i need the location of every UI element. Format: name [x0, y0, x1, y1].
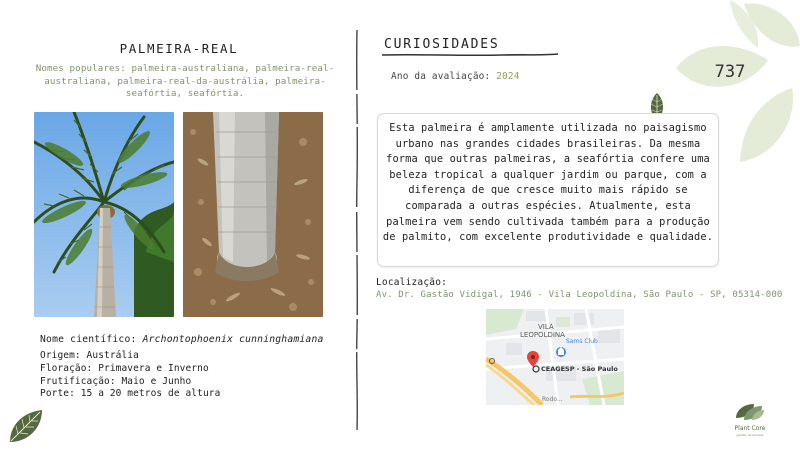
palm-trunk-photo — [183, 112, 323, 317]
map-poi-store: Sams Club — [566, 338, 598, 345]
decorative-leaf-bottom-left — [6, 406, 46, 446]
fact-flowering: Floração: Primavera e Inverno — [40, 362, 209, 374]
logo-tagline: gestão de plantas — [736, 433, 764, 437]
evaluation-year-label: Ano da avaliação: — [391, 71, 497, 82]
plant-core-logo — [722, 402, 778, 442]
map-canvas — [486, 309, 624, 405]
scientific-name-label: Nome científico: — [40, 334, 143, 345]
map-district-line2: LEOPOLDINA — [520, 331, 565, 339]
plant-facts — [40, 350, 220, 401]
location-address: Av. Dr. Gastão Vidigal, 1946 - Vila Leopoldina, São Paulo - SP, 05314-000 — [376, 290, 783, 300]
plant-title: PALMEIRA-REAL — [119, 41, 239, 56]
heading-underline — [382, 52, 558, 58]
fact-origin: Origem: Austrália — [40, 350, 139, 361]
column-divider — [352, 30, 362, 430]
logo-name: Plant Core — [734, 425, 766, 432]
description-text: Esta palmeira é amplamente utilizada no paisagismo urbano nas grandes cidades brasileiras. Da mesma forma que outras palmeiras, a seafórtia confere uma beleza tropical a qualquer jardim ou parque, com a diferença de que cresce muito mais rápido se comparada a outras espécies. Atualmente, esta palmeira vem sendo cultivada também para a produção de palmito, com excelente produtividade e qualidade. — [382, 122, 714, 244]
location-label: Localização: — [376, 277, 448, 288]
popular-names: Nomes populares: palmeira-australiana, palmeira-real-australiana, palmeira-real-da-austrália, palmeira-seafórtia, seafórtia. — [35, 63, 335, 99]
map-district-line1: VILA — [538, 323, 554, 331]
map-poi-main: CEAGESP - São Paulo — [541, 365, 618, 373]
palm-tree-photo — [34, 112, 174, 317]
fact-fruiting: Frutificação: Maio e Junho — [40, 375, 192, 387]
map-road-label: Rodo... — [542, 396, 563, 403]
scientific-name-value: Archontophoenix cunninghamiana — [142, 334, 324, 345]
location-map[interactable] — [486, 309, 624, 405]
scientific-name — [40, 334, 324, 345]
evaluation-year — [391, 71, 520, 82]
fact-size: Porte: 15 a 20 metros de altura — [40, 388, 221, 400]
curiosities-heading: CURIOSIDADES — [384, 37, 500, 52]
evaluation-year-value: 2024 — [496, 71, 520, 82]
record-number: 737 — [714, 62, 746, 82]
